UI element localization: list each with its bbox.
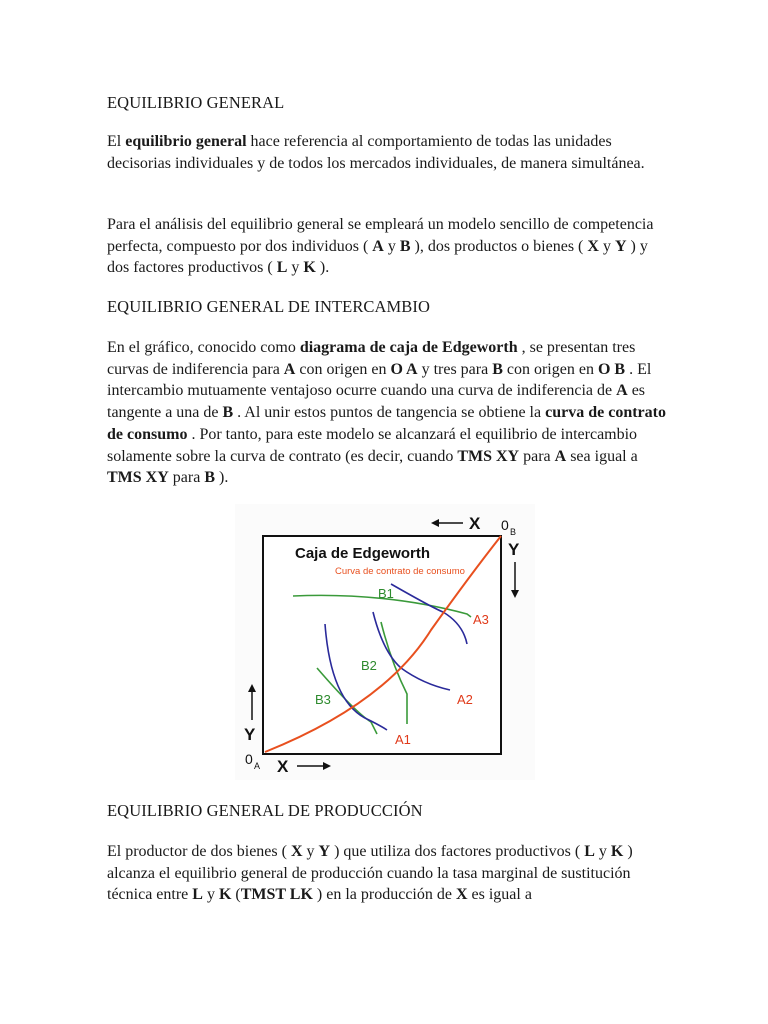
x-axis-top-label: X [469, 514, 481, 533]
x-axis-bottom-label: X [277, 757, 289, 776]
edgeworth-box-svg [235, 504, 535, 780]
heading-produccion: EQUILIBRIO GENERAL DE PRODUCCIÓN [107, 801, 423, 820]
curve-label-a2: A2 [457, 692, 473, 707]
curve-label-b1: B1 [378, 586, 394, 601]
paragraph-definition: El equilibrio general hace referencia al comportamiento de todas las unidades decisorias individuales y de todos los mercados individuales, de manera simultánea. [107, 133, 645, 172]
y-right-arrow-head [511, 590, 519, 598]
origin-b-label: 0 [501, 517, 509, 533]
curve-label-b3: B3 [315, 692, 331, 707]
y-left-arrow-head [248, 684, 256, 692]
origin-a-label: 0 [245, 751, 253, 767]
heading-intercambio: EQUILIBRIO GENERAL DE INTERCAMBIO [107, 297, 431, 316]
contract-curve-label: Curva de contrato de consumo [335, 566, 465, 577]
y-axis-right-label: Y [508, 540, 520, 559]
paragraph-edgeworth: En el gráfico, conocido como diagrama de caja de Edgeworth , se presentan tres curvas de indiferencia para A con origen en O A y tres para B con origen en O B . El intercambio mutuamente ventajoso ocurre cuando una curva de indiferencia de A es tangente a una de B . Al unir estos puntos de tangencia se obtiene la curva de contrato de consumo . Por tanto, para este modelo se alcanzará el equilibrio de intercambio solamente sobre la curva de contrato (es decir, cuando TMS XY para A sea igual a TMS XY para B ). [107, 339, 666, 487]
x-top-arrow-head [431, 519, 439, 527]
origin-a-subscript: A [254, 761, 261, 771]
paragraph-produccion: El productor de dos bienes ( X y Y ) que utiliza dos factores productivos ( L y K ) alcanza el equilibrio general de producción cuando la tasa marginal de sustitución técnica entre L y K (TMST LK ) en la producción de X es igual a [107, 843, 633, 904]
y-axis-left-label: Y [244, 725, 256, 744]
x-bottom-arrow-head [323, 762, 331, 770]
edgeworth-box-diagram [235, 504, 535, 780]
paragraph-model: Para el análisis del equilibrio general se empleará un modelo sencillo de competencia perfecta, compuesto por dos individuos ( A y B ), dos productos o bienes ( X y Y ) y dos factores productivos ( L y K ). [107, 216, 654, 277]
curve-label-a1: A1 [395, 732, 411, 747]
curve-label-b2: B2 [361, 658, 377, 673]
curve-label-a3: A3 [473, 612, 489, 627]
heading-equilibrio-general: EQUILIBRIO GENERAL [107, 93, 285, 112]
diagram-title: Caja de Edgeworth [295, 545, 431, 562]
origin-b-subscript: B [510, 527, 517, 537]
